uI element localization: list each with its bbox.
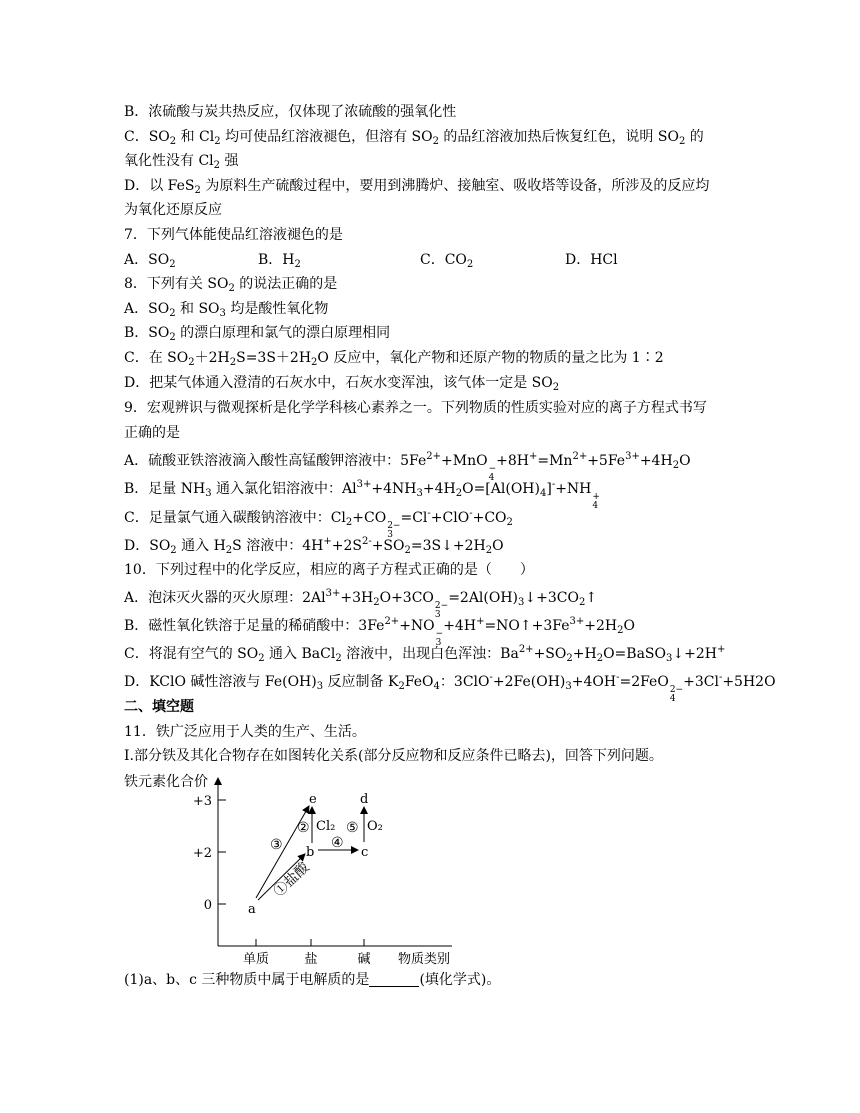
label-r4: ④	[331, 835, 344, 851]
q10-option-a: A．泡沫灭火器的灭火原理：$2Al^{3+}+3H_2O+3CO$ 2− 3 $=2Al(OH)_3↓+3CO_2↑$	[124, 588, 598, 620]
q9-stem-line2: 正确的是	[124, 425, 180, 441]
q6-option-c-line1: C．$SO_2$ 和 $Cl_2$ 均可使品红溶液褪色，但溶有 $SO_2$ 的品红溶液加热后恢复红色，说明 $SO_2$ 的	[124, 129, 704, 147]
q11-sub1	[124, 970, 500, 990]
label-r5: ⑤	[346, 820, 359, 836]
y-axis-label: 铁元素化合价	[124, 774, 208, 790]
q9-option-b: B．足量 $NH_3$ 通入氯化铝溶液中：$Al^{3+}+4NH_3+4H_2O=[Al(OH)_4]^-+NH$ + 4	[124, 479, 600, 511]
label-r2: ②	[297, 820, 310, 836]
q8-stem: 8．下列有关 $SO_2$ 的说法正确的是	[124, 276, 338, 294]
q9-stem-line1: 9．宏观辨识与微观探析是化学学科核心素养之一。下列物质的性质实验对应的离子方程式书写	[124, 400, 707, 416]
label-r3: ③	[270, 837, 283, 853]
q9-option-a: A．硫酸亚铁溶液滴入酸性高锰酸钾溶液中：$5Fe^{2+}+MnO$ − 4 $+8H^+=Mn^{2+}+5Fe^{3+}+4H_2O$	[124, 451, 691, 483]
q7-option-c: C．$CO_2$	[420, 252, 474, 270]
q6-option-b: B．浓硫酸与炭共热反应，仅体现了浓硫酸的强氧化性	[124, 104, 457, 120]
q11-part1: Ⅰ.部分铁及其化合物存在如图转化关系(部分反应物和反应条件已略去)，回答下列问题。	[124, 748, 663, 764]
label-r2-reagent: Cl₂	[316, 819, 336, 834]
q10-option-d: D．KClO 碱性溶液与 $Fe(OH)_3$ 反应制备 $K_2FeO_4$：$3ClO^-+2Fe(OH)_3+4OH^-=2FeO$ 2− 4 +3Cl-+5H2O	[124, 672, 776, 704]
q10-option-b: B．磁性氧化铁溶于足量的稀硝酸中：$3Fe^{2+}+NO$ − 3 $+4H^+=NO↑+3Fe^{3+}+2H_2O$	[124, 616, 635, 648]
node-e: e	[309, 792, 317, 807]
q10-stem: 10．下列过程中的化学反应，相应的离子方程式正确的是（ ）	[124, 562, 534, 578]
q7-option-a: A．$SO_2$	[124, 252, 176, 270]
section-title: 二、填空题	[124, 699, 194, 715]
q8-option-a: A．$SO_2$ 和 $SO_3$ 均是酸性氧化物	[124, 301, 329, 319]
q8-option-c: C．在 $SO_2+2H_2S=3S+2H_2O$ 反应中，氧化产物和还原产物的物质的量之比为 1∶2	[124, 350, 664, 368]
x-tick-element: 单质	[242, 952, 270, 967]
q6-option-d-line2: 为氧化还原反应	[124, 202, 222, 218]
y-tick-plus2: +2	[192, 846, 212, 861]
q9-option-c: C．足量氯气通入碳酸钠溶液中：$Cl_2+CO$ 2− 3 $=Cl^-+ClO^-+CO_2$	[124, 508, 513, 540]
q11-sub1-hint: (填化学式)。	[419, 972, 501, 988]
y-tick-plus3: +3	[192, 794, 212, 809]
node-a: a	[248, 902, 256, 917]
x-tick-salt: 盐	[304, 952, 318, 967]
answer-blank[interactable]	[369, 972, 419, 987]
node-c: c	[361, 845, 369, 860]
q7-option-b: B．$H_2$	[258, 252, 301, 270]
q6-option-d-line1: D．以 FeS$_2$ 为原料生产硫酸过程中，要用到沸腾炉、接触室、吸收塔等设备，所涉及的反应均	[124, 178, 710, 196]
y-tick-zero: 0	[203, 898, 212, 913]
q11-stem: 11．铁广泛应用于人类的生产、生活。	[124, 724, 366, 740]
q10-option-c: C．将混有空气的 $SO_2$ 通入 BaCl$_2$ 溶液中，出现白色浑浊：$Ba^{2+}+SO_2+H_2O=BaSO_3↓+2H^+$	[124, 644, 726, 664]
x-axis-label: 物质类别	[398, 952, 451, 967]
q6-option-c-line2: 氧化性没有 $Cl_2$ 强	[124, 153, 239, 171]
node-d: d	[360, 792, 369, 807]
x-tick-base: 碱	[357, 952, 371, 967]
q9-option-d: D．$SO_2$ 通入 $H_2S$ 溶液中：$4H^++2S^{2-}+SO_2=3S↓+2H_2O$	[124, 536, 504, 556]
label-r1: ①盐酸	[270, 859, 313, 900]
node-b: b	[306, 845, 315, 860]
q8-option-b: B．$SO_2$ 的漂白原理和氯气的漂白原理相同	[124, 325, 391, 343]
q7-stem: 7．下列气体能使品红溶液褪色的是	[124, 227, 343, 243]
q8-option-d: D．把某气体通入澄清的石灰水中，石灰水变浑浊，该气体一定是 $SO_2$	[124, 375, 560, 393]
label-r5-reagent: O₂	[367, 819, 383, 834]
q11-sub1-prompt: (1)a、b、c 三种物质中属于电解质的是	[124, 972, 370, 988]
q7-option-d: D．HCl	[565, 252, 618, 268]
